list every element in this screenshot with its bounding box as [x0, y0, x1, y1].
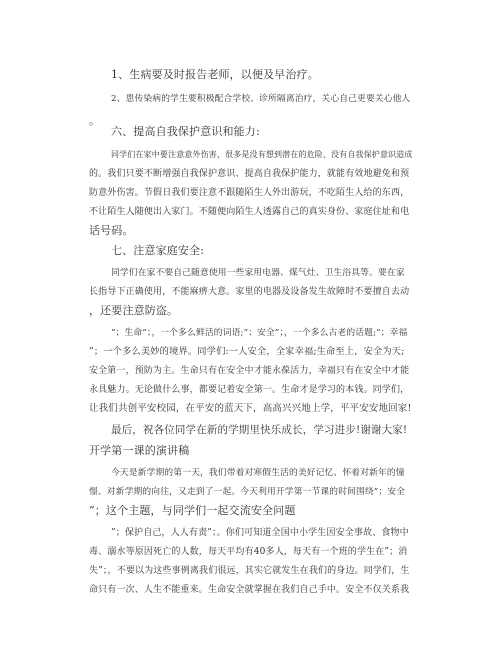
document-line: 。	[89, 114, 101, 127]
document-line: 同学们在家中要注意意外伤害，很多是没有想到潜在的危险、没有自我保护意识造成	[111, 150, 413, 159]
document-line: 防意外伤害。节假日我们要注意不跟随陌生人外出游玩，不吃陌生人给的东西，	[89, 188, 410, 198]
document-line: ”；生命”；，一个多么鲜活的词语;”；安全”；，一个多么古老的话题;”；幸福	[111, 328, 408, 338]
document-line: 命只有一次、人生不能重来。生命安全就掌握在我们自己手中。安全不仅关系我	[89, 585, 410, 595]
document-line: ”；这个主题，与同学们一起交流安全问题	[89, 504, 296, 517]
document-line: 1、生病要及时报告老师，以便及早治疗。	[111, 68, 319, 81]
document-line: 失”；，不要以为这些事例离我们很远，其实它就发生在我们的身边。同学们，生	[89, 566, 410, 576]
section-heading: 七、注意家庭安全:	[111, 244, 205, 257]
document-line: 憬、对新学期的向往，又走到了一起。今天利用开学第一节课的时间围绕”；安全	[89, 487, 406, 497]
section-heading: 开学第一课的演讲稿	[89, 444, 190, 457]
document-line: ”；一个多么美妙的境界。同学们:一人安全，全家幸福;生命至上，安全为天;	[89, 346, 405, 357]
document-line: 话号码。	[89, 224, 134, 237]
document-line: 的。我们只要不断增强自我保护意识、提高自我保护能力，就能有效地避免和预	[89, 169, 410, 179]
document-line: 今天是新学期的第一天，我们带着对寒假生活的美好记忆、怀着对新年的憧	[111, 468, 405, 478]
document-line: 长指导下正确使用，不能麻痹大意。家里的电器及设备发生故障时不要擅自去动	[89, 287, 410, 297]
document-line: 毒、溺水等原因死亡的人数，每天平均有40多人，每天有一个班的学生在”；消	[89, 547, 408, 557]
document-line: 让我们共创平安校园，在平安的蓝天下，高高兴兴地上学，平平安安地回家!	[89, 403, 412, 414]
document-line: ，还要注意防盗。	[89, 304, 179, 317]
document-line: 不让陌生人随便出入家门。不随便向陌生人透露自己的真实身份、家庭住址和电	[89, 207, 410, 217]
document-line: 安全第一，预防为主。生命只有在安全中才能永葆活力，幸福只有在安全中才能	[89, 366, 410, 376]
document-line: 永具魅力。无论做什么事，都要记着安全第一。生命才是学习的本钱。同学们，	[89, 385, 410, 395]
section-heading: 六、提高自我保护意识和能力:	[111, 125, 260, 138]
document-line: 2、患传染病的学生要积极配合学校、诊所隔离治疗，关心自己更要关心他人	[111, 94, 411, 104]
document-line: ”；保护自己，人人有责”；。你们可知道全国中小学生因安全事故、食物中	[111, 528, 409, 538]
document-line: 同学们在家不要自己随意使用一些家用电器、煤气灶、卫生浴具等。要在家	[111, 268, 405, 278]
document-line: 最后，祝各位同学在新的学期里快乐成长，学习进步!谢谢大家!	[111, 424, 408, 436]
